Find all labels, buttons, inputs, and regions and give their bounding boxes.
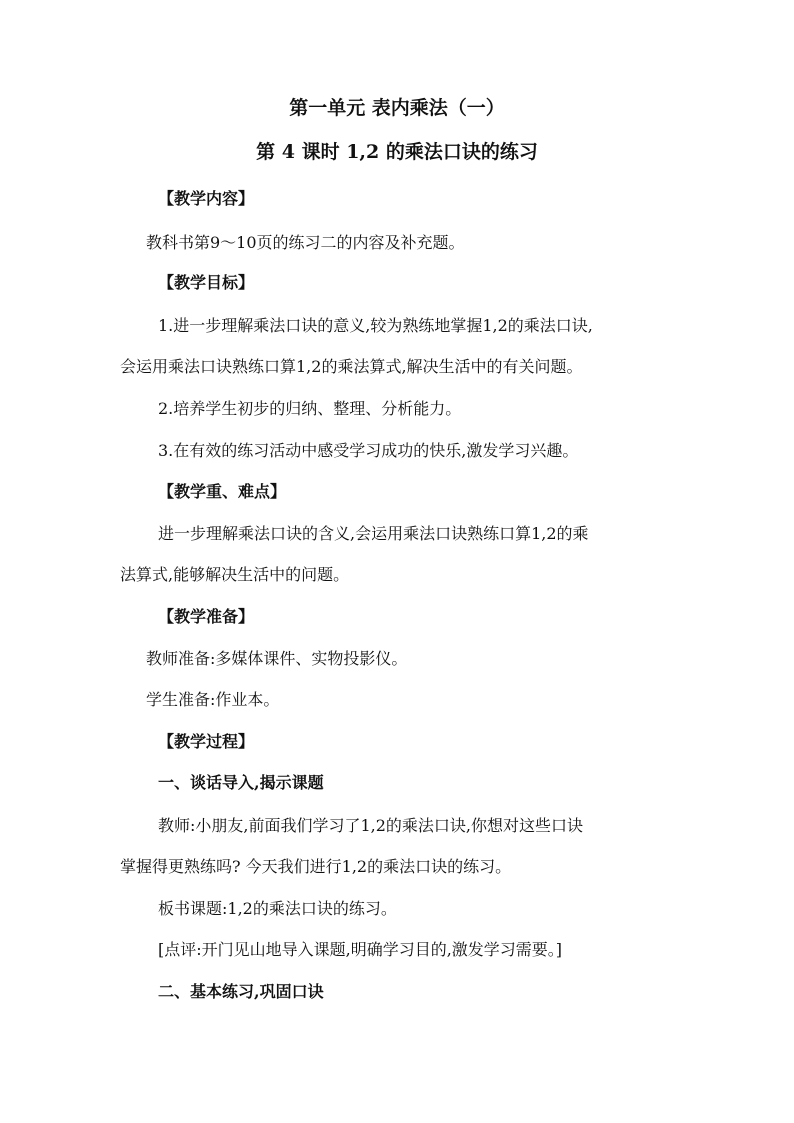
lesson-title: 第 4 课时 1,2 的乘法口诀的练习	[256, 141, 538, 163]
goal-2: 2.培养学生初步的归纳、整理、分析能力。	[158, 399, 462, 418]
keypoints-line-2: 法算式,能够解决生活中的问题。	[120, 565, 350, 584]
prep-teacher: 教师准备:多媒体课件、实物投影仪。	[146, 649, 408, 668]
part-1-line-2: 掌握得更熟练吗? 今天我们进行1,2的乘法口诀的练习。	[120, 857, 512, 876]
content-text: 教科书第9～10页的练习二的内容及补充题。	[146, 233, 465, 252]
goals-heading: 【教学目标】	[158, 273, 255, 292]
part-1-board: 板书课题:1,2的乘法口诀的练习。	[158, 899, 397, 918]
part-2-heading: 二、基本练习,巩固口诀	[158, 982, 324, 1001]
part-1-comment: [点评:开门见山地导入课题,明确学习目的,激发学习需要。]	[158, 940, 563, 959]
prep-heading: 【教学准备】	[158, 607, 255, 626]
goal-3: 3.在有效的练习活动中感受学习成功的快乐,激发学习兴趣。	[158, 441, 579, 460]
unit-title: 第一单元 表内乘法（一）	[289, 97, 505, 119]
prep-student: 学生准备:作业本。	[146, 690, 280, 709]
goal-1-line-1: 1.进一步理解乘法口诀的意义,较为熟练地掌握1,2的乘法口诀,	[158, 316, 593, 335]
keypoints-line-1: 进一步理解乘法口诀的含义,会运用乘法口诀熟练口算1,2的乘	[158, 524, 589, 543]
keypoints-heading: 【教学重、难点】	[158, 482, 287, 501]
part-1-heading: 一、谈话导入,揭示课题	[158, 773, 324, 792]
part-1-line-1: 教师:小朋友,前面我们学习了1,2的乘法口诀,你想对这些口诀	[158, 816, 584, 835]
content-heading: 【教学内容】	[158, 189, 255, 208]
process-heading: 【教学过程】	[158, 732, 255, 751]
goal-1-line-2: 会运用乘法口诀熟练口算1,2的乘法算式,解决生活中的有关问题。	[120, 357, 583, 376]
